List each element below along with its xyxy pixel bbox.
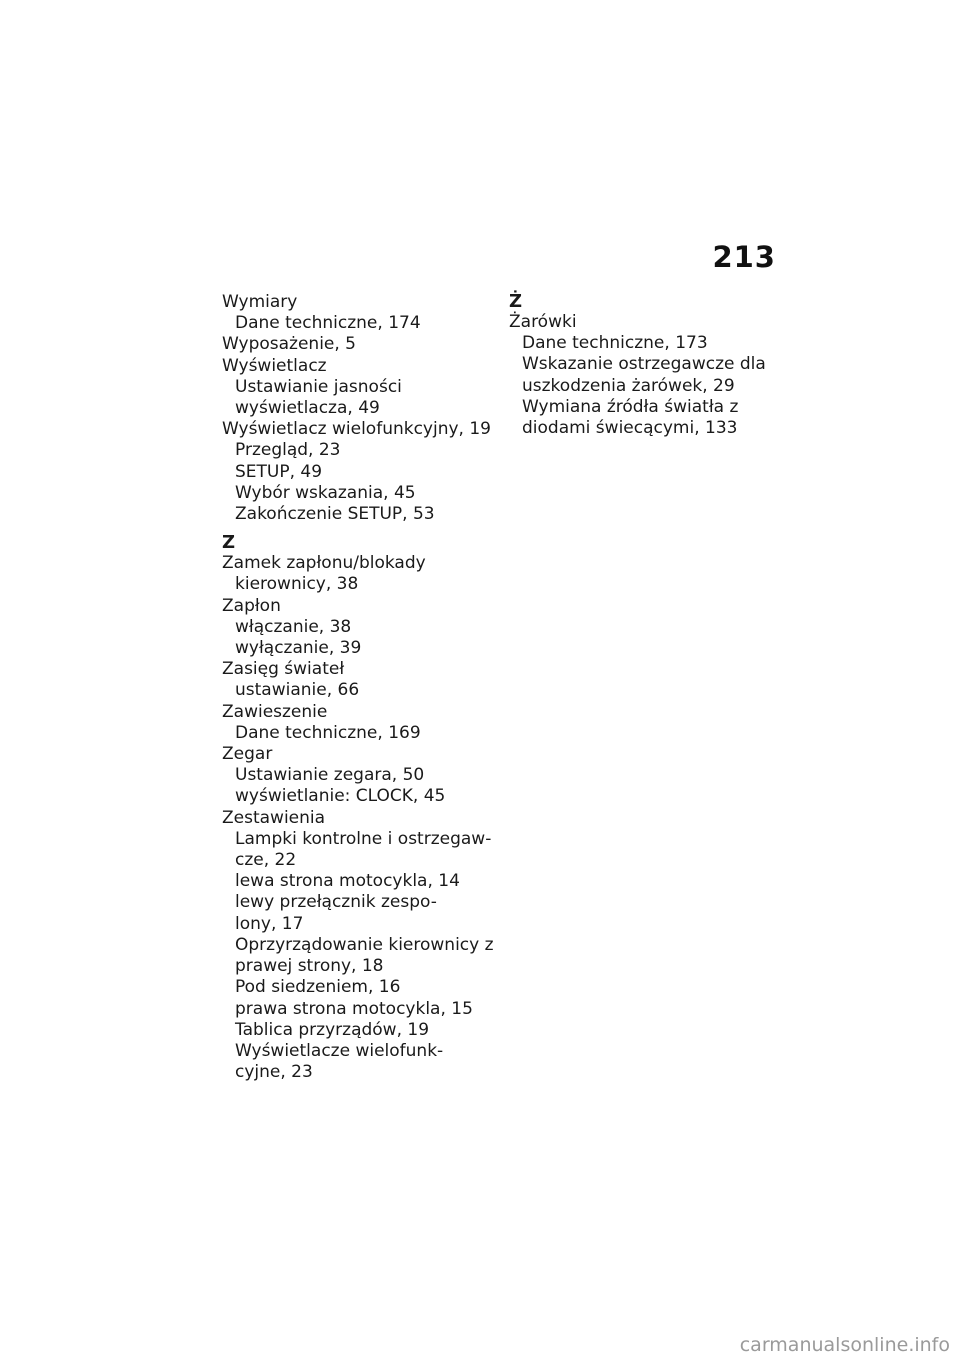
index-subentry: Wybór wskazania, 45	[235, 482, 416, 503]
index-subentry: Tablica przyrządów, 19	[235, 1019, 430, 1040]
index-section-letter: Z	[222, 532, 236, 554]
index-subentry: Przegląd, 23	[235, 440, 341, 461]
index-term: Wyświetlacz wielofunkcyjny, 19	[222, 419, 491, 440]
index-subentry: Pod siedzeniem, 16	[235, 977, 401, 998]
index-subentry: Lampki kontrolne i ostrzegaw-	[235, 828, 492, 849]
index-subentry: lony, 17	[235, 913, 304, 934]
index-term: Zestawienia	[222, 807, 326, 828]
index-section-letter: Ż	[509, 291, 523, 312]
index-column-left	[222, 292, 502, 1083]
index-subentry: diodami świecącymi, 133	[522, 418, 738, 439]
index-term: Zamek zapłonu/blokady	[222, 553, 426, 574]
index-term: Zapłon	[222, 595, 281, 616]
index-subentry: lewy przełącznik zespo-	[235, 892, 437, 913]
index-subentry: Dane techniczne, 169	[235, 722, 421, 743]
index-term: Zawieszenie	[222, 701, 328, 722]
index-subentry: cze, 22	[235, 850, 297, 871]
index-subentry: Wyświetlacze wielofunk-	[235, 1040, 444, 1061]
index-subentry: Ustawianie zegara, 50	[235, 765, 425, 786]
index-subentry: SETUP, 49	[235, 461, 323, 482]
index-term: Zasięg świateł	[222, 659, 345, 680]
index-subentry: Ustawianie jasności	[235, 376, 402, 397]
index-subentry: cyjne, 23	[235, 1062, 313, 1083]
index-subentry: Dane techniczne, 174	[235, 313, 421, 334]
index-term: Wymiary	[222, 292, 298, 312]
index-subentry: włączanie, 38	[235, 616, 352, 637]
index-subentry: wyświetlanie: CLOCK, 45	[235, 786, 446, 807]
index-subentry: prawej strony, 18	[235, 956, 384, 977]
index-subentry: Dane techniczne, 173	[522, 333, 708, 354]
index-subentry: Wymiana źródła światła z	[522, 396, 739, 417]
index-subentry: uszkodzenia żarówek, 29	[522, 375, 735, 396]
index-subentry: lewa strona motocykla, 14	[235, 871, 460, 892]
index-term: Wyświetlacz	[222, 355, 327, 376]
index-subentry: wyświetlacza, 49	[235, 398, 380, 419]
watermark-footer: carmanualsonline.info	[739, 1334, 950, 1356]
index-column-right	[509, 292, 779, 439]
index-subentry: Zakończenie SETUP, 53	[235, 504, 435, 525]
index-term: Żarówki	[509, 312, 577, 332]
index-subentry: Oprzyrządowanie kierownicy z	[235, 934, 494, 955]
page-number: 213	[712, 240, 776, 274]
index-subentry: prawa strona motocykla, 15	[235, 998, 473, 1019]
index-term: Zegar	[222, 744, 273, 765]
index-term: Wyposażenie, 5	[222, 334, 356, 355]
index-subentry: kierownicy, 38	[235, 574, 359, 595]
index-subentry: Wskazanie ostrzegawcze dla	[522, 354, 766, 375]
index-subentry: wyłączanie, 39	[235, 638, 362, 659]
index-subentry: ustawianie, 66	[235, 680, 360, 701]
